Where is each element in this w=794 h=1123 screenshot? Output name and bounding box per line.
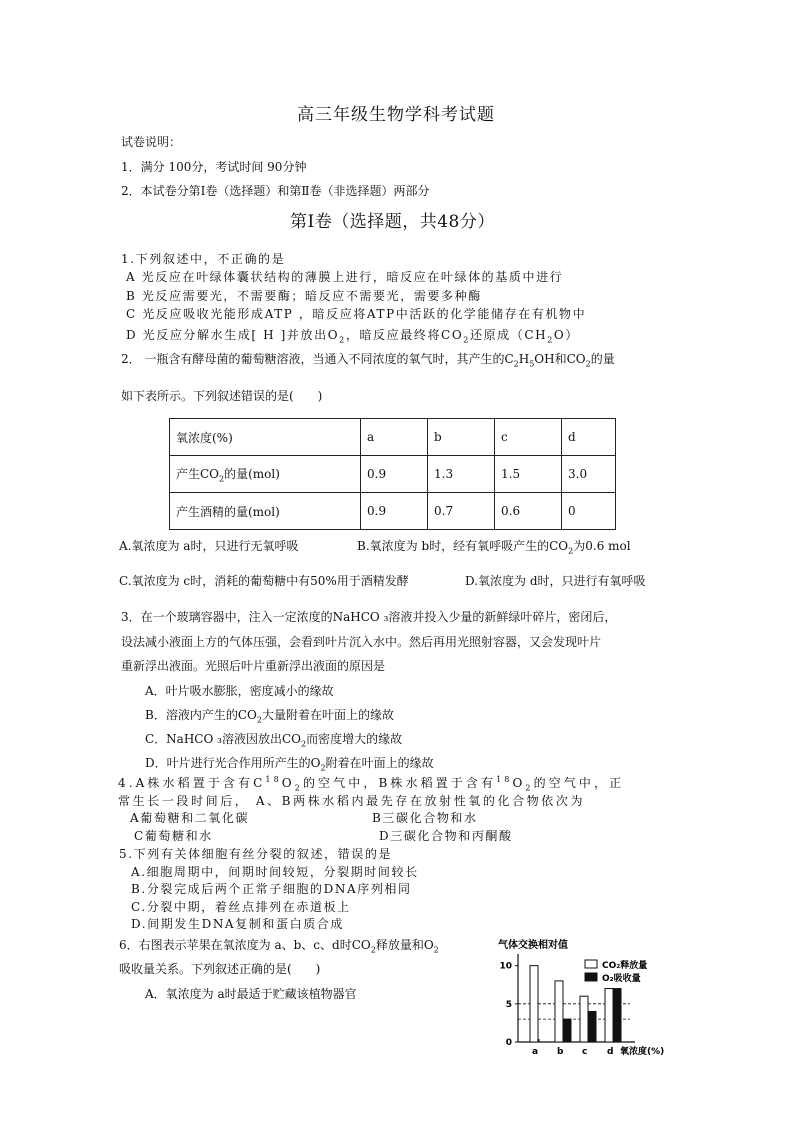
- bar-o2-uptake: [563, 1019, 571, 1042]
- legend-label-o2: O₂吸收量: [602, 974, 641, 984]
- table-row: [170, 456, 616, 493]
- bar-o2-uptake: [588, 1011, 596, 1042]
- q1-stem: 1.下列叙述中，不正确的是: [121, 252, 286, 266]
- q6-stem: 6．右图表示苹果在氧浓度为 a、b、c、d时$CO_2$释放量和$O_2$: [119, 938, 439, 955]
- q2-option-d: D.氧浓度为 d时，只进行有氧呼吸: [465, 574, 646, 588]
- q5-option-c: C.分裂中期，着丝点排列在赤道板上: [131, 900, 351, 914]
- legend-swatch-co2: [585, 960, 597, 968]
- q3-option-d: D．叶片进行光合作用所产生的$O_2$附着在叶面上的缘故: [145, 756, 434, 773]
- q4-option-a: A葡萄糖和二氧化碳: [130, 811, 250, 825]
- table-header-cell: b: [428, 419, 495, 456]
- q3-option-b: B．溶液内产生的$CO_2$大量附着在叶面上的缘故: [145, 708, 394, 725]
- table-cell: 0.7: [428, 493, 495, 530]
- q3-option-c: C．NaHCO ₃溶液因放出$CO_2$而密度增大的缘故: [145, 732, 403, 749]
- bar-co2-release: [580, 996, 588, 1042]
- table-header-cell: d: [562, 419, 616, 456]
- chart-x-label: 氧浓度(%): [620, 1047, 665, 1057]
- q2-option-c: C.氧浓度为 c时，消耗的葡萄糖中有50%用于酒精发酵: [119, 574, 409, 588]
- table-header-cell: 氧浓度(%): [170, 419, 361, 456]
- table-cell: 0.9: [361, 493, 428, 530]
- chart-category-labels: [532, 1047, 613, 1057]
- table-cell: 1.3: [428, 456, 495, 493]
- chart-title: 气体交换相对值: [498, 940, 568, 951]
- q2-option-a: A.氧浓度为 a时，只进行无氧呼吸: [119, 539, 299, 553]
- notes-heading: 试卷说明：: [121, 135, 182, 149]
- q3-option-a: A．叶片吸水膨胀，密度减小的缘故: [145, 684, 334, 698]
- q5-option-a: A.细胞周期中，间期时间较短，分裂期时间较长: [131, 865, 419, 879]
- q2-stem: 2． 一瓶含有酵母菌的葡萄糖溶液，当通入不同浓度的氧气时，其产生的$C_2H_5OH$和$CO_2$的量: [121, 352, 615, 369]
- bar-co2-release: [530, 966, 538, 1042]
- q1-option-d: D 光反应分解水生成[ H ]并放出$O_2$，暗反应最终将$CO_2$还原成$(CH_2O)$: [126, 328, 579, 345]
- y-tick-label: 5: [505, 999, 512, 1010]
- gas-exchange-chart: [490, 936, 690, 1058]
- legend-swatch-o2: [585, 973, 597, 981]
- x-tick-label: a: [532, 1047, 539, 1057]
- q2-option-b: B.氧浓度为 b时，经有氧呼吸产生的$CO_2$为0.6 mol: [357, 539, 631, 556]
- q4-line-1: 4.A株水稻置于含有$C^{18}O_2$的空气中，B株水稻置于含有$^{18}O_2$的空气中，正: [118, 775, 625, 793]
- bar-o2-uptake: [613, 989, 621, 1042]
- q5-option-b: B.分裂完成后两个正常子细胞的DNA序列相同: [131, 882, 412, 896]
- q4-line-2: 常生长一段时间后， A、B两株水稻内最先存在放射性氧的化合物依次为: [118, 794, 586, 808]
- x-tick-label: b: [557, 1047, 564, 1057]
- q4-option-c: C葡萄糖和水: [134, 829, 213, 843]
- notes-item-2: 2．本试卷分第Ⅰ卷（选择题）和第Ⅱ卷（非选择题）两部分: [121, 184, 430, 198]
- q1-option-a: A 光反应在叶绿体囊状结构的薄膜上进行，暗反应在叶绿体的基质中进行: [126, 270, 564, 284]
- table-row-label: 产生酒精的量(mol): [170, 493, 361, 530]
- table-cell: 1.5: [495, 456, 562, 493]
- q3-line-2: 设法减小液面上方的气体压强，会看到叶片沉入水中。然后再用光照射容器，又会发现叶片: [121, 635, 602, 649]
- q1-option-b: B 光反应需要光，不需要酶；暗反应不需要光，需要多种酶: [126, 289, 482, 303]
- table-row-label: 产生$CO_2$的量(mol): [170, 456, 361, 493]
- q3-line-1: 3．在一个玻璃容器中，注入一定浓度的NaHCO ₃溶液并投入少量的新鲜绿叶碎片，密闭后，: [121, 610, 617, 624]
- page-title: 高三年级生物学科考试题: [297, 105, 495, 125]
- table-header-cell: a: [361, 419, 428, 456]
- y-tick-label: 10: [499, 961, 512, 972]
- q2-data-table: [169, 418, 616, 530]
- table-cell: 0.9: [361, 456, 428, 493]
- q2-stem-2: 如下表所示。下列叙述错误的是( ): [121, 389, 323, 403]
- chart-tick-labels: [499, 962, 518, 1048]
- legend-label-co2: CO₂释放量: [602, 961, 648, 971]
- q6-option-a: A．氧浓度为 a时最适于贮藏该植物器官: [145, 987, 357, 1001]
- bar-co2-release: [555, 981, 563, 1042]
- table-cell: 0.6: [495, 493, 562, 530]
- bar-co2-release: [605, 989, 613, 1042]
- table-cell: 3.0: [562, 456, 616, 493]
- q5-option-d: D.间期发生DNA复制和蛋白质合成: [131, 917, 344, 931]
- table-row: [170, 493, 616, 530]
- q4-option-d: D三碳化合物和丙酮酸: [379, 829, 513, 843]
- x-tick-label: d: [607, 1047, 614, 1057]
- q3-line-3: 重新浮出液面。光照后叶片重新浮出液面的原因是: [121, 659, 386, 673]
- q4-option-b: B三碳化合物和水: [372, 811, 478, 825]
- table-row: [170, 419, 616, 456]
- y-tick-label: 0: [505, 1038, 512, 1048]
- section-heading: 第Ⅰ卷（选择题，共48分）: [290, 212, 495, 232]
- notes-item-1: 1．满分 100分，考试时间 90分钟: [121, 160, 307, 174]
- table-header-cell: c: [495, 419, 562, 456]
- q1-option-c: C 光反应吸收光能形成ATP ，暗反应将ATP中活跃的化学能储存在有机物中: [126, 307, 587, 321]
- q5-stem: 5.下列有关体细胞有丝分裂的叙述，错误的是: [119, 847, 393, 861]
- x-tick-label: c: [582, 1047, 588, 1057]
- table-cell: 0: [562, 493, 616, 530]
- chart-legend: [585, 959, 647, 984]
- q6-stem-2: 吸收量关系。下列叙述正确的是( ): [119, 962, 321, 976]
